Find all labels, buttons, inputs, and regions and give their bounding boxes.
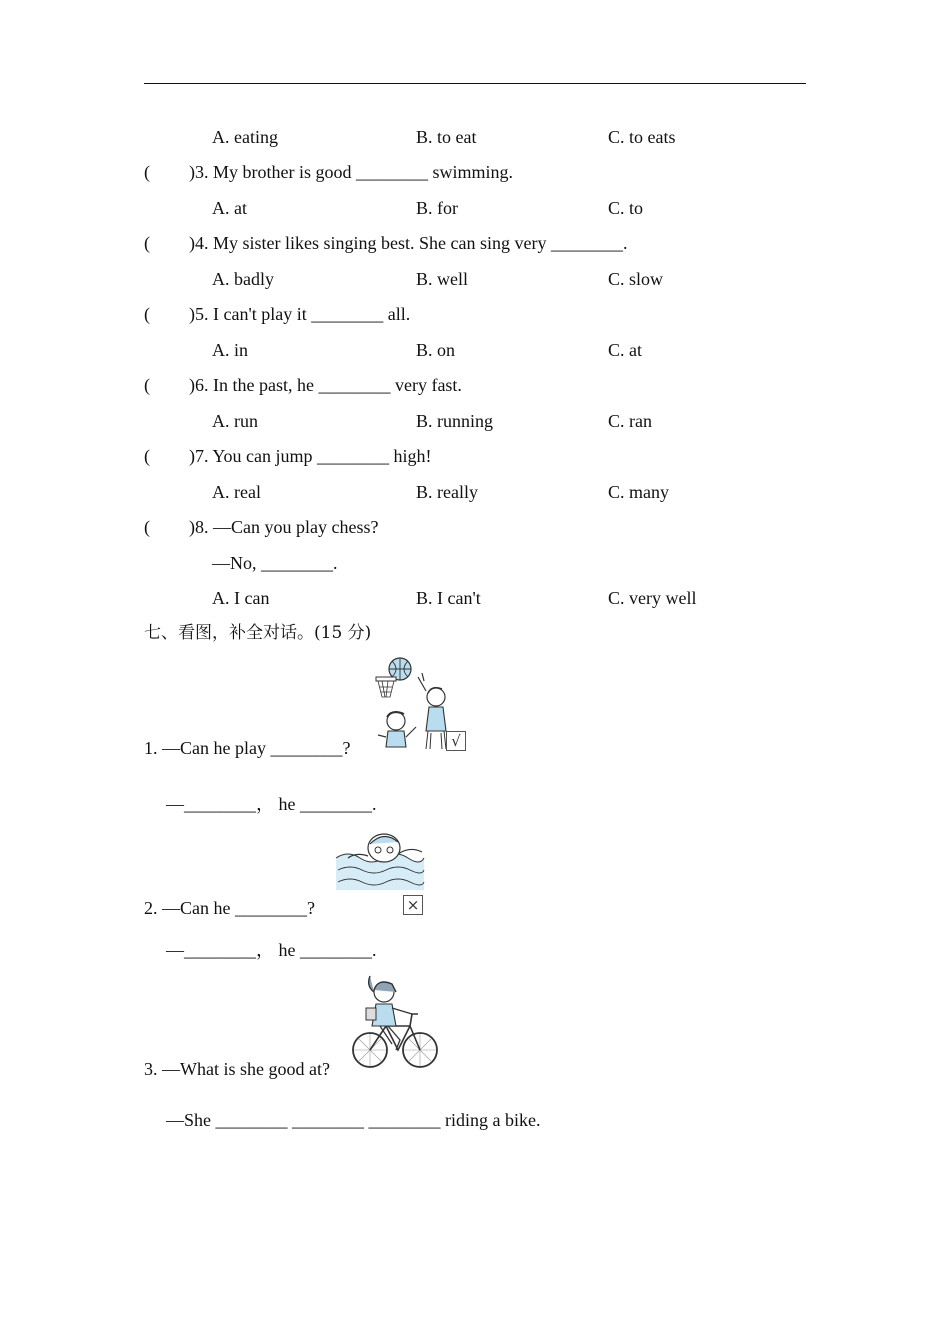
q5-option-c: C. at xyxy=(608,340,642,360)
cross-mark-box: × xyxy=(403,895,423,915)
q5-option-a: A. in xyxy=(212,340,248,360)
dialogue-1-question: 1. —Can he play ________? xyxy=(144,738,351,758)
swimming-boy-picture xyxy=(334,828,426,894)
section-7-title: 七、看图，补全对话。(15 分) xyxy=(144,623,372,643)
question-text: )8. —Can you play chess? xyxy=(189,517,379,537)
question-text: )6. In the past, he ________ very fast. xyxy=(189,375,462,395)
dialogue-2-question: 2. —Can he ________? xyxy=(144,898,315,918)
girl-riding-bike-picture xyxy=(352,974,440,1072)
dialogue-3-question: 3. —What is she good at? xyxy=(144,1059,330,1079)
q7-option-c: C. many xyxy=(608,482,669,502)
dialogue-3-answer: —She ________ ________ ________ riding a bike. xyxy=(166,1110,541,1130)
q6-option-b: B. running xyxy=(416,411,494,431)
question-text: )4. My sister likes singing best. She can sing very ________. xyxy=(189,233,628,253)
q6-option-c: C. ran xyxy=(608,411,652,431)
question-text: )3. My brother is good ________ swimming. xyxy=(189,162,513,182)
q7-option-a: A. real xyxy=(212,482,261,502)
q4-option-c: C. slow xyxy=(608,269,664,289)
answer-paren[interactable]: ( xyxy=(144,375,150,395)
question-text: )5. I can't play it ________ all. xyxy=(189,304,411,324)
answer-paren[interactable]: ( xyxy=(144,162,150,182)
q2-option-a: A. eating xyxy=(212,127,278,147)
q4-option-a: A. badly xyxy=(212,269,274,289)
q8-option-a: A. I can xyxy=(212,588,270,608)
answer-paren[interactable]: ( xyxy=(144,446,150,466)
q8-reply: —No, ________. xyxy=(212,553,338,573)
q3-option-c: C. to xyxy=(608,198,644,218)
answer-paren[interactable]: ( xyxy=(144,233,150,253)
q8-option-c: C. very well xyxy=(608,588,697,608)
q2-option-c: C. to eats xyxy=(608,127,676,147)
q3-option-b: B. for xyxy=(416,198,458,218)
q6-option-a: A. run xyxy=(212,411,258,431)
q2-option-b: B. to eat xyxy=(416,127,477,147)
answer-paren[interactable]: ( xyxy=(144,304,150,324)
q5-option-b: B. on xyxy=(416,340,456,360)
dialogue-1-answer: —________， he ________. xyxy=(166,794,377,814)
q8-option-b: B. I can't xyxy=(416,588,481,608)
question-text: )7. You can jump ________ high! xyxy=(189,446,432,466)
q3-option-a: A. at xyxy=(212,198,247,218)
check-mark-box: √ xyxy=(446,731,466,751)
dialogue-2-answer: —________， he ________. xyxy=(166,940,377,960)
basketball-boys-picture xyxy=(374,657,454,753)
answer-paren[interactable]: ( xyxy=(144,517,150,537)
header-rule xyxy=(144,83,806,84)
q4-option-b: B. well xyxy=(416,269,468,289)
q7-option-b: B. really xyxy=(416,482,478,502)
